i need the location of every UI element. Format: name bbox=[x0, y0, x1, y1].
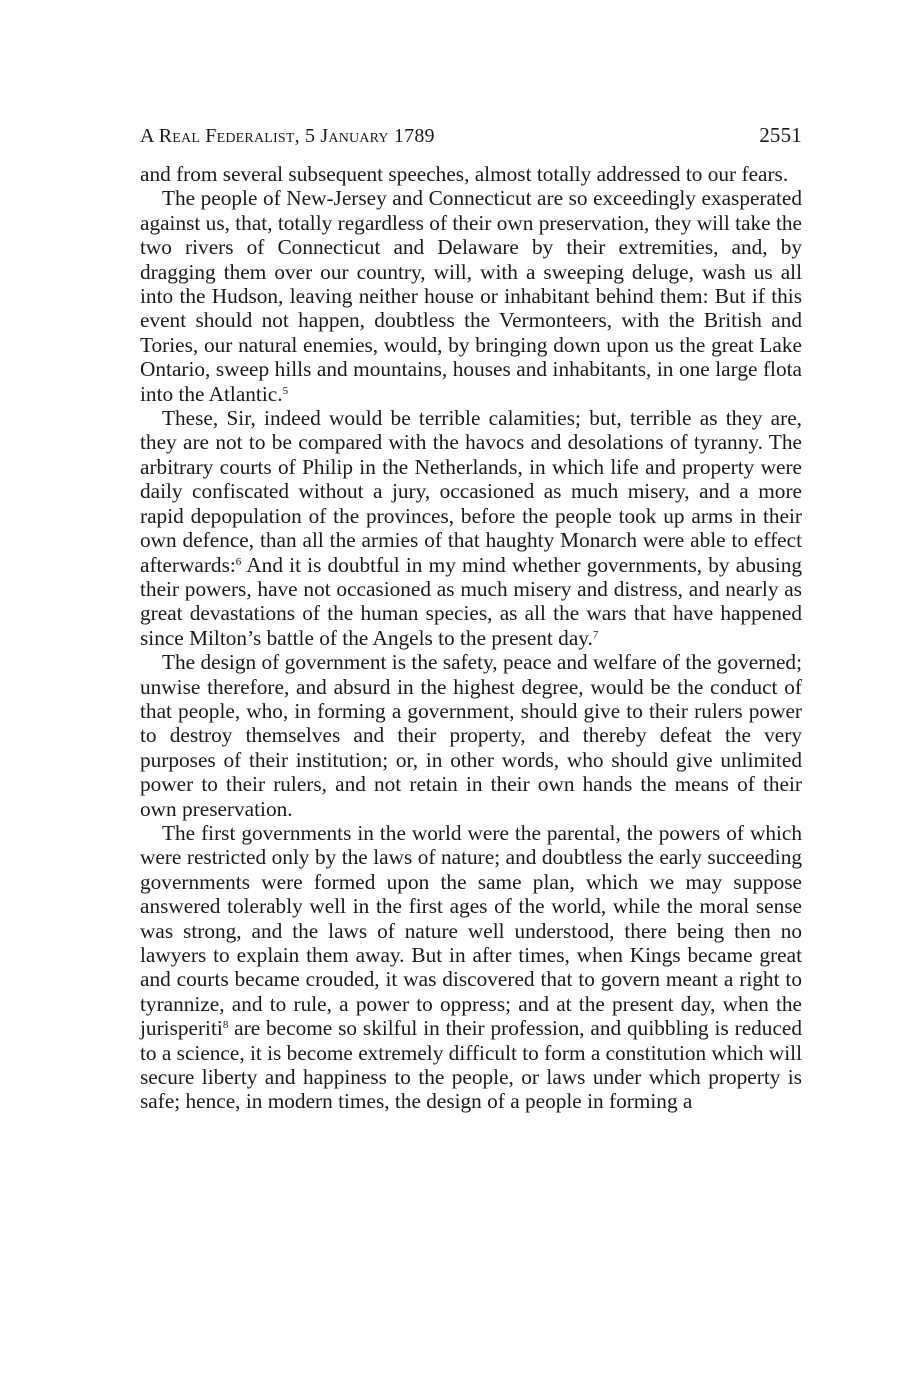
paragraph-continued bbox=[140, 162, 802, 186]
running-title: A Real Federalist, 5 January 1789 bbox=[140, 125, 435, 147]
page-number: 2551 bbox=[759, 123, 802, 147]
paragraph-text: and from several subsequent speeches, almost totally addressed to our fears. bbox=[140, 162, 789, 186]
paragraph bbox=[140, 821, 802, 1114]
paragraph-text: are become so skilful in their profession, and quibbling is reduced to a science, it is become extremely difficult to form a constitution which will secure liberty and happiness to the people, or laws under which property is safe; hence, in modern times, the design of a people in forming a bbox=[140, 1016, 803, 1114]
footnote-ref[interactable]: 7 bbox=[592, 628, 599, 641]
paragraph-text: These, Sir, indeed would be terrible calamities; but, terrible as they are, they are not to be compared with the havocs and desolations of tyranny. The arbitrary courts of Philip in the Netherlands, in which life and property were daily confiscated without a jury, occasioned as much misery, and a more rapid depopulation of the provinces, before the people took up arms in their own defence, than all the armies of that haughty Monarch were able to effect afterwards: bbox=[140, 406, 802, 577]
paragraph-text: The people of New-Jersey and Connecticut are so exceedingly exasperated against us, that, totally regardless of their own preservation, they will take the two rivers of Connecticut and Delaware by their extremities, and, by dragging them over our country, will, with a sweeping deluge, wash us all into the Hudson, leaving neither house or inhabitant behind them: But if this event should not happen, doubtless the Vermonteers, with the British and Tories, our natural enemies, would, by bringing down upon us the great Lake Ontario, sweep hills and mountains, houses and inhabitants, in one large flota into the Atlantic. bbox=[140, 186, 802, 406]
paragraph-text: The first governments in the world were the parental, the powers of which were restricted only by the laws of nature; and doubtless the early succeeding governments were formed upon the same plan, which we may suppose answered tolerably well in the first ages of the world, while the moral sense was strong, and the laws of nature well understood, there being then no lawyers to explain them away. But in after times, when Kings became great and courts became crouded, it was discovered that to govern meant a right to tyrannize, and to rule, a power to oppress; and at the present day, when the jurisperiti bbox=[140, 820, 802, 1041]
footnote-ref[interactable]: 8 bbox=[222, 1019, 229, 1032]
paragraph bbox=[140, 406, 802, 650]
body-text bbox=[140, 162, 802, 1114]
paragraph-text: And it is doubtful in my mind whether governments, by abusing their powers, have not occasioned as much misery and distress, and nearly as great devastations of the human species, as all the wars that have happened since Milton’s battle of the Angels to the present day. bbox=[140, 552, 802, 650]
footnote-ref[interactable]: 6 bbox=[235, 555, 242, 568]
paragraph-text: The design of government is the safety, peace and welfare of the governed; unwise therefore, and absurd in the highest degree, would be the conduct of that people, who, in forming a government, should give to their rulers power to destroy themselves and their property, and thereby defeat the very purposes of their institution; or, in other words, who should give unlimited power to their rulers, and not retain in their own hands the means of their own preservation. bbox=[140, 650, 802, 821]
footnote-ref[interactable]: 5 bbox=[282, 384, 289, 397]
paragraph bbox=[140, 186, 802, 406]
document-page bbox=[140, 122, 802, 1114]
running-head bbox=[140, 122, 802, 162]
paragraph bbox=[140, 650, 802, 821]
